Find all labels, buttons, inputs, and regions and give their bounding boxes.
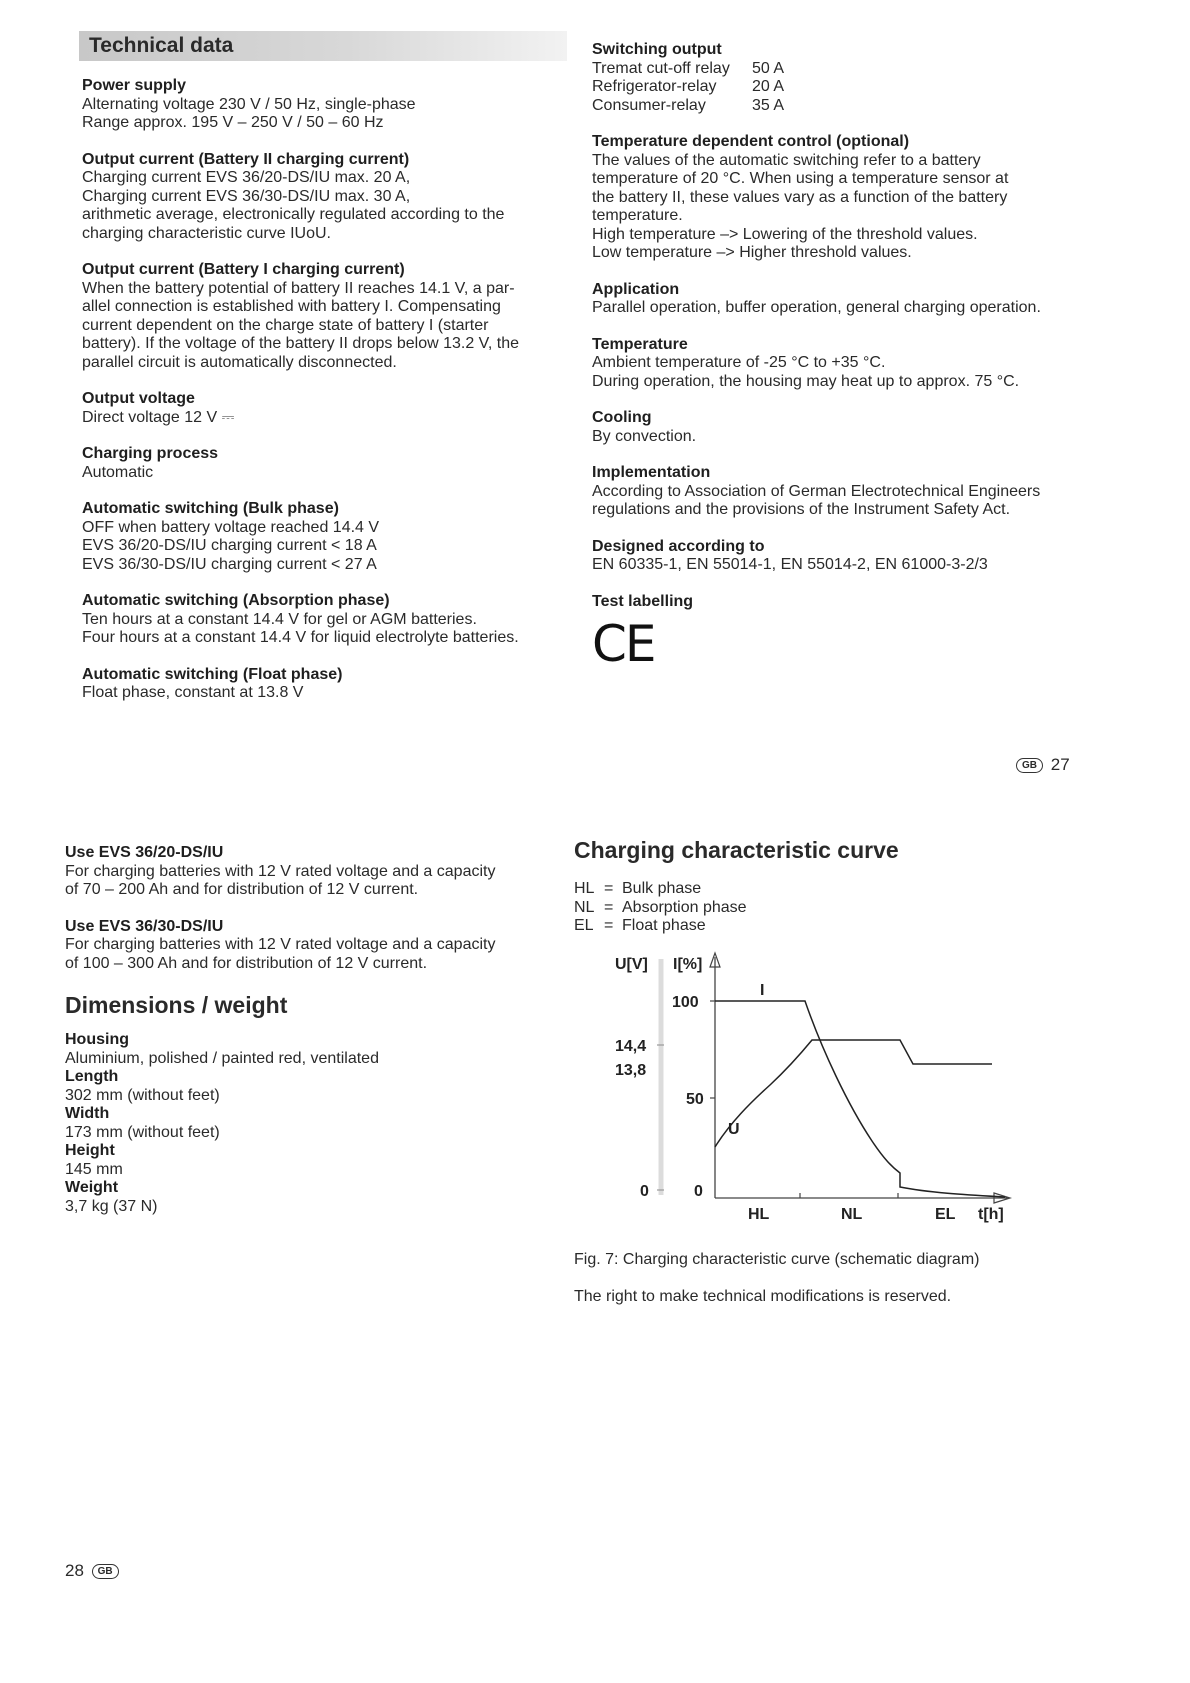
section-heading: Automatic switching (Float phase): [82, 665, 343, 683]
body-line: Low temperature –> Higher threshold values.: [592, 244, 912, 261]
switching-row: [592, 78, 1112, 97]
t-axis-label: t[h]: [978, 1206, 1004, 1223]
body-line: arithmetic average, electronically regulated according to the: [82, 206, 505, 223]
legend-text: Bulk phase: [622, 880, 702, 897]
figure-caption: Fig. 7: Charging characteristic curve (schematic diagram): [574, 1251, 980, 1268]
bottom-left-column: [65, 844, 585, 1216]
curve-legend: [574, 880, 1094, 936]
body-line: Charging current EVS 36/20-DS/IU max. 20 A,: [82, 169, 411, 186]
section-heading: Output current (Battery I charging current): [82, 261, 405, 278]
relay-current: 35 A: [752, 96, 785, 114]
body-line: EVS 36/20-DS/IU charging current < 18 A: [82, 537, 377, 554]
section-heading: Temperature: [592, 335, 688, 353]
phase-label-hl: HL: [748, 1206, 770, 1223]
designed-according-to-section: [592, 538, 1112, 575]
section-heading: Output current (Battery II charging current): [82, 150, 410, 168]
curve-title: Charging characteristic curve: [574, 837, 899, 863]
body-line: Ten hours at a constant 14.4 V for gel or AGM batteries.: [82, 610, 477, 628]
relay-name: Refrigerator-relay: [592, 78, 717, 95]
body-line: High temperature –> Lowering of the threshold values.: [592, 225, 978, 243]
body-line: During operation, the housing may heat up to approx. 75 °C.: [592, 372, 1020, 390]
output-voltage-section: [82, 390, 572, 427]
dimension-label-housing: Housing: [65, 1031, 129, 1048]
phase-label-el: EL: [935, 1206, 956, 1223]
body-line: For charging batteries with 12 V rated voltage and a capacity: [65, 862, 496, 880]
output-current-battery-i-charging-current-section: [82, 261, 572, 372]
u-tick-label-0: 0: [640, 1183, 649, 1200]
dimension-label-length: Length: [65, 1068, 119, 1085]
body-line: For charging batteries with 12 V rated voltage and a capacity: [65, 936, 496, 953]
relay-current: 20 A: [752, 78, 785, 95]
legend-eq: =: [604, 898, 614, 916]
body-line: According to Association of German Electrotechnical Engineers: [592, 482, 1041, 500]
body-line: current dependent on the charge state of battery I (starter: [82, 316, 489, 334]
charging-curve-diagram: [600, 945, 1040, 1235]
body-line: When the battery potential of battery II reaches 14.1 V, a par-: [82, 279, 515, 297]
relay-name: Consumer-relay: [592, 96, 706, 114]
body-line: EVS 36/30-DS/IU charging current < 27 A: [82, 555, 377, 573]
dimensions-title: Dimensions / weight: [65, 992, 288, 1018]
body-line: Parallel operation, buffer operation, general charging operation.: [592, 299, 1041, 316]
voltage-curve-label: U: [728, 1121, 740, 1138]
u-tick-label-13-8: 13,8: [615, 1062, 647, 1079]
page-number: 27: [1050, 755, 1070, 774]
body-line: OFF when battery voltage reached 14.4 V: [82, 518, 380, 536]
technical-data-left-column: [82, 77, 572, 721]
section-heading: Output voltage: [82, 390, 195, 407]
section-heading: Charging process: [82, 445, 219, 462]
use-evs-36-20-ds-iu-section: [65, 844, 585, 900]
u-axis-label: U[V]: [615, 956, 648, 973]
switching-row: [592, 60, 1112, 79]
section-heading: Cooling: [592, 409, 652, 426]
charging-process-section: [82, 445, 572, 482]
section-heading: Power supply: [82, 77, 187, 94]
legend-row: [574, 880, 1094, 899]
output-current-battery-ii-charging-current-section: [82, 151, 572, 244]
body-line: Charging current EVS 36/30-DS/IU max. 30 A,: [82, 187, 411, 205]
body-line: the battery II, these values vary as a function of the battery: [592, 188, 1008, 206]
dimension-label-weight: Weight: [65, 1179, 119, 1196]
dimension-label-width: Width: [65, 1105, 110, 1122]
temperature-section: [592, 336, 1112, 392]
application-section: [592, 281, 1112, 318]
i-tick-label-0: 0: [694, 1183, 703, 1200]
test-labelling-section: [592, 593, 1112, 612]
dimension-value-height: 145 mm: [65, 1160, 123, 1178]
legend-row: [574, 917, 1094, 936]
section-heading: Temperature dependent control (optional): [592, 133, 910, 150]
relay-name: Tremat cut-off relay: [592, 59, 730, 77]
temperature-dependent-control-optional-section: [592, 133, 1112, 263]
switching-output-table: [592, 60, 1112, 116]
body-line: regulations and the provisions of the Instrument Safety Act.: [592, 501, 1011, 518]
body-line: EN 60335-1, EN 55014-1, EN 55014-2, EN 61000-3-2/3: [592, 556, 988, 573]
body-line: Ambient temperature of -25 °C to +35 °C.: [592, 354, 886, 371]
dimensions-list: [65, 1031, 585, 1216]
i-tick-label-50: 50: [686, 1091, 704, 1108]
section-heading: Application: [592, 280, 680, 298]
body-line: The values of the automatic switching refer to a battery: [592, 151, 981, 169]
legend-abbr: HL: [574, 880, 595, 897]
modification-note: The right to make technical modifications is reserved.: [574, 1288, 952, 1305]
automatic-switching-float-phase-section: [82, 666, 572, 703]
body-line: By convection.: [592, 427, 697, 445]
gb-badge: GB: [92, 1564, 119, 1579]
switching-output-section: [592, 41, 1112, 115]
section-heading: Automatic switching (Bulk phase): [82, 500, 339, 517]
legend-text: Float phase: [622, 917, 706, 934]
body-line: of 100 – 300 Ah and for distribution of 12 V current.: [65, 954, 428, 972]
body-line: temperature of 20 °C. When using a temperature sensor at: [592, 170, 1009, 187]
section-heading: Use EVS 36/20-DS/IU: [65, 844, 224, 861]
legend-eq: =: [604, 880, 614, 897]
legend-eq: =: [604, 917, 614, 934]
body-line: temperature.: [592, 207, 683, 224]
body-line: Range approx. 195 V – 250 V / 50 – 60 Hz: [82, 114, 384, 131]
bottom-right-column: [574, 836, 1094, 936]
body-line: Four hours at a constant 14.4 V for liquid electrolyte batteries.: [82, 629, 519, 646]
switching-row: [592, 97, 1112, 116]
page-number-28: [65, 1561, 122, 1581]
technical-data-right-column: [592, 41, 1112, 673]
power-supply-section: [82, 77, 572, 133]
cooling-section: [592, 409, 1112, 446]
relay-current: 50 A: [752, 59, 785, 77]
section-heading: Use EVS 36/30-DS/IU: [65, 917, 224, 935]
legend-text: Absorption phase: [622, 898, 747, 916]
dimension-value-housing: Aluminium, polished / painted red, ventilated: [65, 1049, 379, 1067]
page-number-27: [1013, 755, 1070, 775]
page-number: 28: [65, 1561, 84, 1580]
body-line: parallel circuit is automatically disconnected.: [82, 353, 397, 371]
section-heading: Test labelling: [592, 592, 694, 610]
technical-data-title: Technical data: [79, 31, 567, 61]
implementation-section: [592, 464, 1112, 520]
ce-mark: CE: [592, 615, 655, 673]
current-curve: [715, 1001, 1005, 1197]
body-line: Automatic: [82, 463, 154, 481]
body-line: of 70 – 200 Ah and for distribution of 12 V current.: [65, 881, 419, 898]
gb-badge: GB: [1016, 758, 1043, 773]
body-line: Direct voltage 12 V ⎓: [82, 408, 235, 426]
u-tick-label-14-4: 14,4: [615, 1038, 647, 1055]
section-heading: Automatic switching (Absorption phase): [82, 592, 390, 609]
section-heading: Implementation: [592, 464, 711, 481]
current-curve-label: I: [760, 982, 765, 999]
legend-row: [574, 899, 1094, 918]
section-heading: Switching output: [592, 41, 722, 58]
voltage-curve: [715, 1040, 992, 1147]
dimension-value-length: 302 mm (without feet): [65, 1086, 220, 1104]
automatic-switching-absorption-phase-section: [82, 592, 572, 648]
i-tick-label-100: 100: [672, 994, 699, 1011]
technical-data-right-sections: [592, 133, 1112, 611]
dimension-label-height: Height: [65, 1142, 115, 1159]
legend-abbr: NL: [574, 898, 595, 916]
body-line: Alternating voltage 230 V / 50 Hz, single-phase: [82, 95, 416, 113]
use-evs-36-30-ds-iu-section: [65, 918, 585, 974]
dimension-value-weight: 3,7 kg (37 N): [65, 1197, 158, 1215]
legend-abbr: EL: [574, 917, 594, 934]
phase-label-nl: NL: [841, 1206, 863, 1223]
body-line: battery). If the voltage of the battery II drops below 13.2 V, the: [82, 335, 520, 352]
body-line: allel connection is established with battery I. Compensating: [82, 298, 501, 315]
automatic-switching-bulk-phase-section: [82, 500, 572, 574]
i-axis-label: I[%]: [673, 956, 703, 973]
dimension-value-width: 173 mm (without feet): [65, 1123, 220, 1141]
body-line: charging characteristic curve IUoU.: [82, 224, 331, 242]
section-heading: Designed according to: [592, 537, 765, 555]
body-line: Float phase, constant at 13.8 V: [82, 684, 304, 701]
